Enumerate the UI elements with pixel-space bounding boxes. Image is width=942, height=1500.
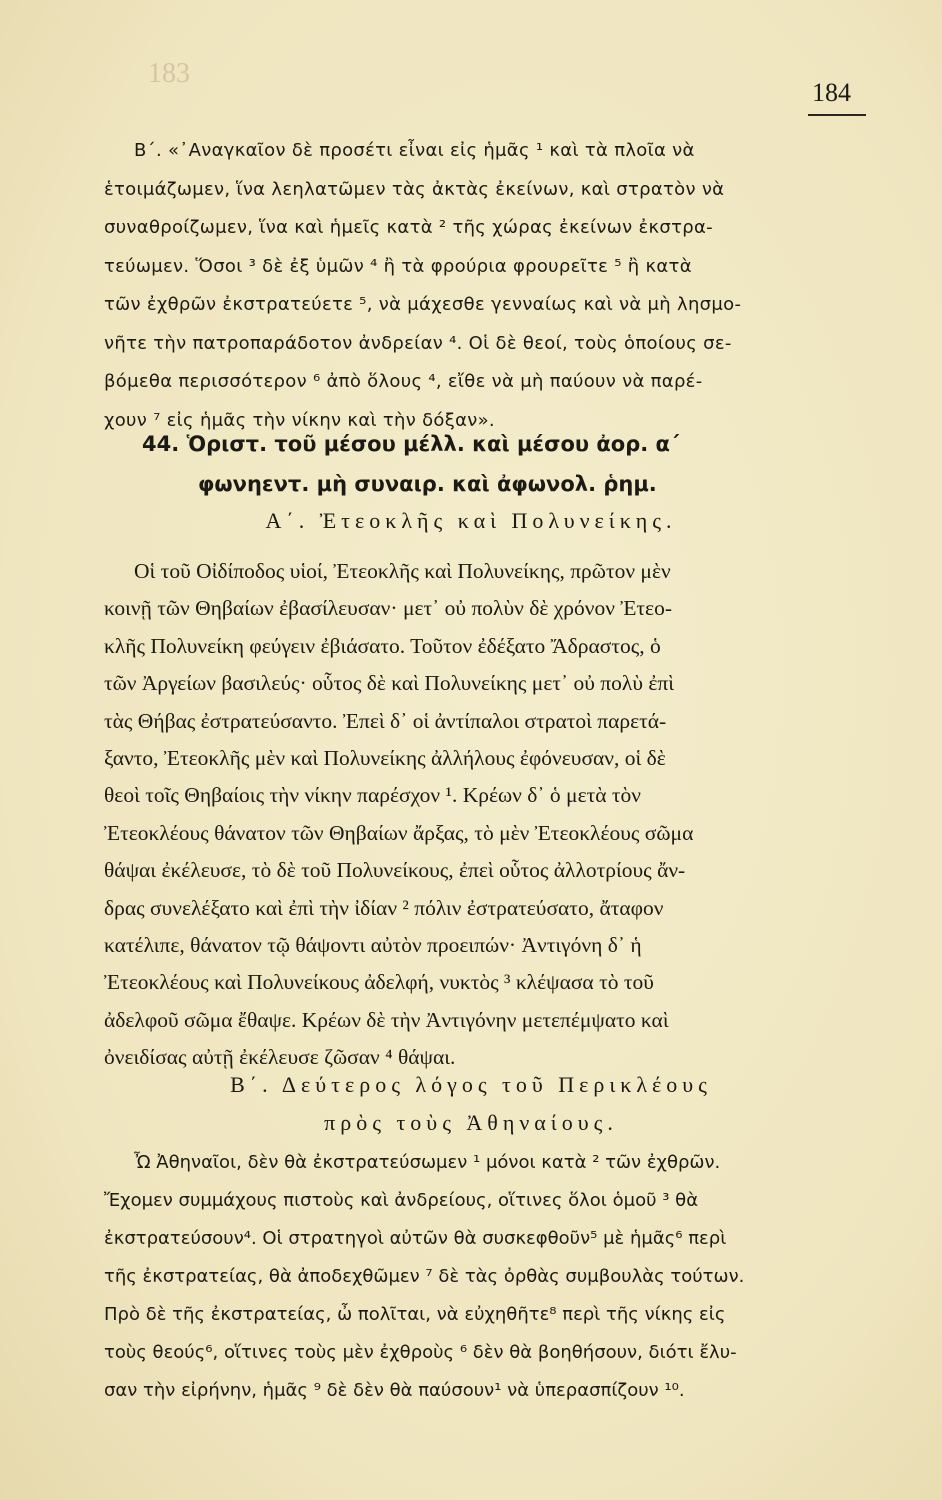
text-line: δρας συνελέξατο καὶ ἐπὶ τὴν ἰδίαν ² πόλιν ἐστρατεύσατο, ἄταφον (104, 895, 664, 920)
text-line: Ἐτεοκλέους θάνατον τῶν Θηβαίων ἄρξας, τὸ μὲν Ἐτεοκλέους σῶμα (104, 820, 694, 845)
text-line: Οἱ τοῦ Οἰδίποδος υἱοί, Ἐτεοκλῆς καὶ Πολυνείκης, πρῶτον μὲν (134, 559, 671, 583)
text-line: ἀδελφοῦ σῶμα ἔθαψε. Κρέων δὲ τὴν Ἀντιγόνην μετεπέμψατο καὶ (104, 1007, 669, 1032)
text-line: θάψαι ἐκέλευσε, τὸ δὲ τοῦ Πολυνείκους, ἐπεὶ οὗτος ἀλλοτρίους ἄν- (104, 858, 686, 883)
text-line: κατέλιπε, θάνατον τῷ θάψοντι αὐτὸν προειπών· Ἀντιγόνη δ᾿ ἡ (104, 932, 642, 957)
subtitle-line-1: Β΄. Δεύτερος λόγος τοῦ Περικλέους (230, 1072, 712, 1097)
text-line: τῆς ἐκστρατείας, θὰ ἀποδεχθῶμεν ⁷ δὲ τὰς ὀρθὰς συμβουλὰς τούτων. (104, 1266, 745, 1287)
text-line: τῶν Ἀργείων βασιλεύς· οὗτος δὲ καὶ Πολυνείκης μετ᾿ οὐ πολὺ ἐπὶ (104, 671, 675, 696)
text-line: χουν ⁷ εἰς ἡμᾶς τὴν νίκην καὶ τὴν δόξαν». (104, 409, 495, 431)
section-a-text (104, 132, 880, 440)
text-line: τεύωμεν. Ὅσοι ³ δὲ ἐξ ὑμῶν ⁴ ἢ τὰ φρούρια φρουρεῖτε ⁵ ἢ κατὰ (104, 255, 692, 277)
heading-line-1: 44. Ὁριστ. τοῦ μέσου μέλλ. καὶ μέσου ἀορ. α΄ (142, 432, 680, 456)
text-line: κοινῇ τῶν Θηβαίων ἐβασίλευσαν· μετ᾿ οὐ πολὺν δὲ χρόνον Ἐτεο- (104, 596, 672, 621)
exercise-44-heading (142, 424, 862, 504)
section-b-text (104, 553, 880, 1076)
text-line: Ἐτεοκλέους καὶ Πολυνείκους ἀδελφή, νυκτὸς ³ κλέψασα τὸ τοῦ (104, 970, 654, 995)
text-line: τῶν ἐχθρῶν ἐκστρατεύετε ⁵, νὰ μάχεσθε γενναίως καὶ νὰ μὴ λησμο- (104, 294, 742, 315)
text-line: ἐκστρατεύσουν⁴. Οἱ στρατηγοὶ αὐτῶν θὰ συσκεφθοῦν⁵ μὲ ἡμᾶς⁶ περὶ (104, 1228, 727, 1249)
text-line: νῆτε τὴν πατροπαράδοτον ἀνδρείαν ⁴. Οἱ δὲ θεοί, τοὺς ὁποίους σε- (104, 332, 732, 354)
text-line: βόμεθα περισσότερον ⁶ ἀπὸ ὅλους ⁴, εἴθε νὰ μὴ παύουν νὰ παρέ- (104, 371, 703, 392)
page-number: 184 (812, 78, 851, 107)
heading-line-2: φωνηεντ. μὴ συναιρ. καὶ ἀφωνολ. ῥημ. (198, 472, 657, 496)
subtitle-eteocles-polynices: Α΄. Ἐτεοκλῆς καὶ Πολυνείκης. (265, 508, 677, 533)
text-line: συναθροίζωμεν, ἵνα καὶ ἡμεῖς κατὰ ² τῆς χώρας ἐκείνων ἐκστρα- (104, 217, 713, 238)
subtitle-pericles-speech (0, 1066, 942, 1142)
text-line: ξαντο, Ἐτεοκλῆς μὲν καὶ Πολυνείκης ἀλλήλους ἐφόνευσαν, οἱ δὲ (104, 745, 666, 770)
text-line: τὰς Θήβας ἐστρατεύσαντο. Ἐπεὶ δ᾿ οἱ ἀντίπαλοι στρατοὶ παρετά- (104, 708, 667, 733)
text-line: κλῆς Πολυνείκη φεύγειν ἐβιάσατο. Τοῦτον ἐδέξατο Ἄδραστος, ὁ (104, 633, 661, 658)
page-number-rule (808, 114, 866, 116)
bleed-through-page-number: 183 (148, 58, 190, 89)
text-line: Ὦ Ἀθηναῖοι, δὲν θὰ ἐκστρατεύσωμεν ¹ μόνοι κατὰ ² τῶν ἐχθρῶν. (134, 1152, 721, 1173)
subtitle-line-2: πρὸς τοὺς Ἀθηναίους. (324, 1110, 618, 1135)
text-line: Β΄. «᾿Αναγκαῖον δὲ προσέτι εἶναι εἰς ἡμᾶς ¹ καὶ τὰ πλοῖα νὰ (134, 140, 695, 161)
text-line: ἑτοιμάζωμεν, ἵνα λεηλατῶμεν τὰς ἀκτὰς ἐκείνων, καὶ στρατὸν νὰ (104, 178, 725, 200)
text-line: ὀνειδίσας αὐτῇ ἐκέλευσε ζῶσαν ⁴ θάψαι. (104, 1045, 456, 1070)
text-line: Πρὸ δὲ τῆς ἐκστρατείας, ὦ πολῖται, νὰ εὐχηθῆτε⁸ περὶ τῆς νίκης εἰς (104, 1304, 726, 1325)
text-line: Ἔχομεν συμμάχους πιστοὺς καὶ ἀνδρείους, οἵτινες ὅλοι ὁμοῦ ³ θὰ (104, 1190, 699, 1211)
text-line: θεοὶ τοῖς Θηβαίοις τὴν νίκην παρέσχον ¹. Κρέων δ᾿ ὁ μετὰ τὸν (104, 783, 641, 808)
section-c-text (104, 1144, 880, 1410)
text-line: τοὺς θεούς⁶, οἵτινες τοὺς μὲν ἐχθροὺς ⁶ δὲν θὰ βοηθήσουν, διότι ἔλυ- (104, 1342, 737, 1363)
text-line: σαν τὴν εἰρήνην, ἡμᾶς ⁹ δὲ δὲν θὰ παύσουν¹ νὰ ὑπερασπίζουν ¹⁰. (104, 1380, 685, 1401)
